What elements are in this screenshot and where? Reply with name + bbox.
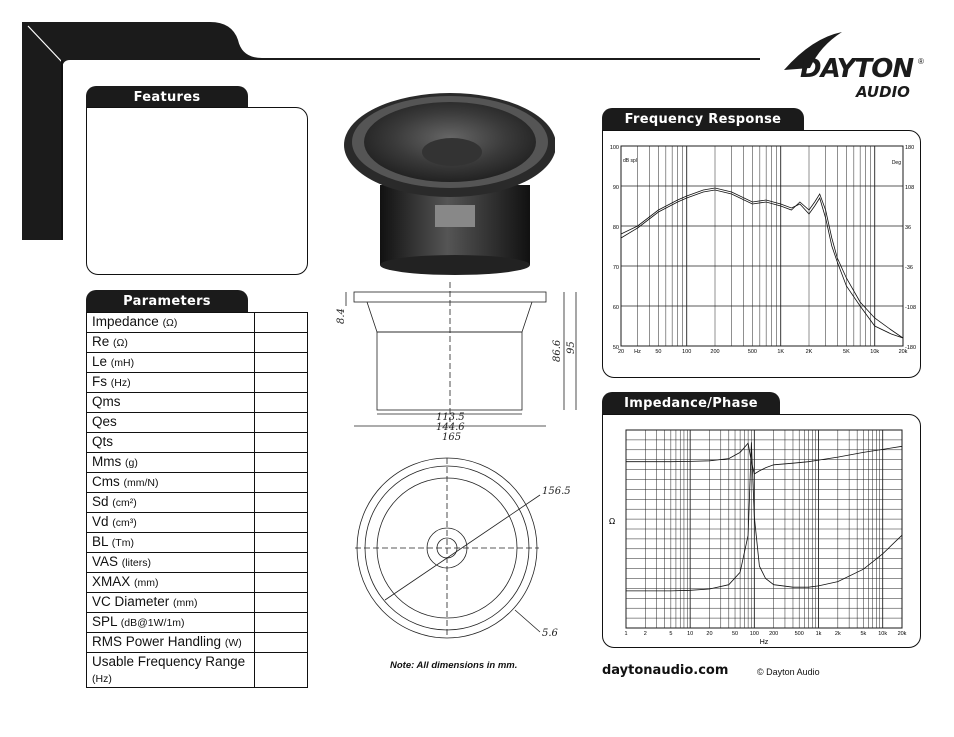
param-label: Fs bbox=[92, 374, 107, 389]
param-unit: (mm/N) bbox=[123, 477, 159, 489]
x-tick-label: 1k bbox=[815, 631, 822, 637]
param-row bbox=[87, 653, 308, 688]
x-tick-label: 5K bbox=[843, 349, 850, 355]
x-axis-label: Hz bbox=[759, 639, 769, 646]
x-tick-label: 10k bbox=[870, 349, 880, 355]
param-unit: (W) bbox=[224, 637, 242, 649]
x-tick-label: 100 bbox=[749, 631, 759, 637]
parameters-title: Parameters bbox=[86, 290, 248, 312]
param-row bbox=[87, 633, 308, 653]
x-tick-label: 20 bbox=[617, 349, 625, 355]
param-row bbox=[87, 573, 308, 593]
x-tick-label: 200 bbox=[769, 631, 779, 637]
front-dimension-drawing bbox=[355, 450, 575, 650]
param-unit: (mH) bbox=[110, 357, 135, 369]
speaker-photo bbox=[340, 90, 555, 275]
y-tick-label: 100 bbox=[609, 145, 619, 151]
param-value bbox=[255, 453, 308, 473]
param-label: Qes bbox=[92, 414, 117, 429]
param-label: RMS Power Handling bbox=[92, 634, 222, 649]
param-row bbox=[87, 353, 308, 373]
param-label: XMAX bbox=[92, 574, 131, 589]
x-tick-label: 2 bbox=[643, 631, 647, 637]
param-label: Vd bbox=[92, 514, 109, 529]
x-tick-label: 10k bbox=[878, 631, 888, 637]
y2-tick-label: 108 bbox=[905, 185, 915, 191]
param-row bbox=[87, 373, 308, 393]
param-value bbox=[255, 353, 308, 373]
x-tick-label: 10 bbox=[687, 631, 694, 637]
param-unit: (Hz) bbox=[110, 377, 131, 389]
param-row bbox=[87, 433, 308, 453]
x-tick-label: 100 bbox=[682, 349, 692, 355]
features-title: Features bbox=[86, 86, 248, 108]
param-unit: (Hz) bbox=[92, 672, 112, 685]
param-value bbox=[255, 393, 308, 413]
param-row bbox=[87, 413, 308, 433]
param-row bbox=[87, 613, 308, 633]
y-tick-label: 90 bbox=[612, 185, 619, 191]
x-tick-label: 2K bbox=[805, 349, 813, 355]
parameters-table bbox=[86, 312, 308, 688]
x-tick-label: 5 bbox=[669, 631, 673, 637]
y2-tick-label: -108 bbox=[905, 305, 917, 311]
param-value bbox=[255, 473, 308, 493]
param-row bbox=[87, 553, 308, 573]
brand-reg: ® bbox=[918, 57, 924, 66]
dim-113-5: 113.5 bbox=[436, 412, 465, 423]
param-row bbox=[87, 453, 308, 473]
param-value bbox=[255, 553, 308, 573]
y-tick-label: 50 bbox=[612, 345, 619, 351]
param-value bbox=[255, 433, 308, 453]
param-label: Usable Frequency Range bbox=[92, 653, 246, 669]
dim-156-5: 156.5 bbox=[542, 486, 571, 497]
footer-url[interactable]: daytonaudio.com bbox=[602, 663, 729, 678]
param-label: SPL bbox=[92, 614, 118, 629]
param-row bbox=[87, 393, 308, 413]
param-value bbox=[255, 313, 308, 333]
param-value bbox=[255, 633, 308, 653]
param-row bbox=[87, 533, 308, 553]
y-axis-label: dB spl bbox=[623, 158, 637, 164]
x-tick-label: 20k bbox=[897, 631, 907, 637]
param-label: Cms bbox=[92, 474, 120, 489]
param-unit: (cm²) bbox=[112, 497, 137, 509]
param-unit: (Tm) bbox=[111, 537, 134, 549]
param-value bbox=[255, 493, 308, 513]
footer-copyright: © Dayton Audio bbox=[757, 667, 820, 677]
param-value bbox=[255, 573, 308, 593]
x-tick-label: 200 bbox=[710, 349, 720, 355]
x-tick-label: 20 bbox=[706, 631, 713, 637]
y-tick-label: 60 bbox=[612, 305, 619, 311]
side-dimension-drawing bbox=[332, 282, 582, 442]
x-tick-label: 1K bbox=[777, 349, 785, 355]
dimension-note: Note: All dimensions in mm. bbox=[390, 660, 518, 671]
param-row bbox=[87, 313, 308, 333]
param-value bbox=[255, 333, 308, 353]
param-unit: (Ω) bbox=[162, 317, 178, 329]
param-unit: (Ω) bbox=[113, 337, 128, 349]
dim-86-6: 86.6 bbox=[552, 339, 563, 362]
param-value bbox=[255, 653, 308, 688]
y2-tick-label: -36 bbox=[905, 265, 913, 271]
param-unit: (mm) bbox=[134, 577, 159, 589]
param-value bbox=[255, 593, 308, 613]
param-unit: (dB@1W/1m) bbox=[120, 617, 185, 629]
param-row bbox=[87, 333, 308, 353]
param-unit: (liters) bbox=[121, 557, 151, 569]
series-line-1 bbox=[621, 190, 903, 338]
param-row bbox=[87, 593, 308, 613]
x-tick-label: Hz bbox=[634, 349, 641, 355]
x-tick-label: 5k bbox=[860, 631, 867, 637]
series-line-0 bbox=[621, 188, 903, 338]
y2-axis-label: Deg bbox=[891, 160, 901, 166]
x-tick-label: 500 bbox=[794, 631, 804, 637]
param-value bbox=[255, 513, 308, 533]
x-tick-label: 50 bbox=[655, 349, 662, 355]
brand-logo bbox=[772, 24, 932, 104]
x-tick-label: 50 bbox=[731, 631, 739, 637]
dim-165: 165 bbox=[442, 432, 462, 442]
freq-response-chart bbox=[605, 138, 917, 358]
param-value bbox=[255, 373, 308, 393]
param-label: Impedance bbox=[92, 314, 159, 329]
param-row bbox=[87, 493, 308, 513]
param-unit: (g) bbox=[125, 457, 138, 469]
brand-name: DAYTON bbox=[800, 54, 914, 84]
brand-sub: AUDIO bbox=[856, 83, 910, 101]
param-label: VAS bbox=[92, 554, 119, 569]
param-value bbox=[255, 413, 308, 433]
param-value bbox=[255, 533, 308, 553]
param-label: VC Diameter bbox=[92, 594, 170, 609]
impedance-title: Impedance/Phase bbox=[602, 392, 780, 415]
plot-frame bbox=[621, 146, 903, 346]
freq-response-title: Frequency Response bbox=[602, 108, 804, 131]
x-tick-label: 500 bbox=[747, 349, 758, 355]
param-label: Re bbox=[92, 334, 110, 349]
y2-tick-label: 180 bbox=[905, 145, 915, 151]
param-label: Qms bbox=[92, 394, 121, 409]
dim-5-6: 5.6 bbox=[542, 628, 558, 639]
x-tick-label: 20k bbox=[898, 349, 908, 355]
param-label: Sd bbox=[92, 494, 109, 509]
param-unit: (cm³) bbox=[112, 517, 137, 529]
param-row bbox=[87, 513, 308, 533]
dim-8-4: 8.4 bbox=[336, 308, 347, 324]
x-tick-label: 1 bbox=[624, 631, 628, 637]
param-row bbox=[87, 473, 308, 493]
dim-95: 95 bbox=[566, 341, 577, 354]
param-unit: (mm) bbox=[173, 597, 198, 609]
y2-tick-label: -180 bbox=[905, 345, 917, 351]
param-label: Mms bbox=[92, 454, 122, 469]
y-tick-label: 80 bbox=[612, 225, 619, 231]
param-label: Le bbox=[92, 354, 108, 369]
features-box bbox=[86, 107, 308, 275]
dim-144-6: 144.6 bbox=[436, 422, 465, 433]
impedance-chart bbox=[606, 424, 916, 646]
param-label: BL bbox=[92, 534, 109, 549]
y-tick-label: 70 bbox=[612, 265, 619, 271]
y-axis-label: Ω bbox=[609, 517, 616, 526]
param-label: Qts bbox=[92, 434, 114, 449]
y2-tick-label: 36 bbox=[905, 225, 912, 231]
x-tick-label: 2k bbox=[834, 631, 841, 637]
param-value bbox=[255, 613, 308, 633]
